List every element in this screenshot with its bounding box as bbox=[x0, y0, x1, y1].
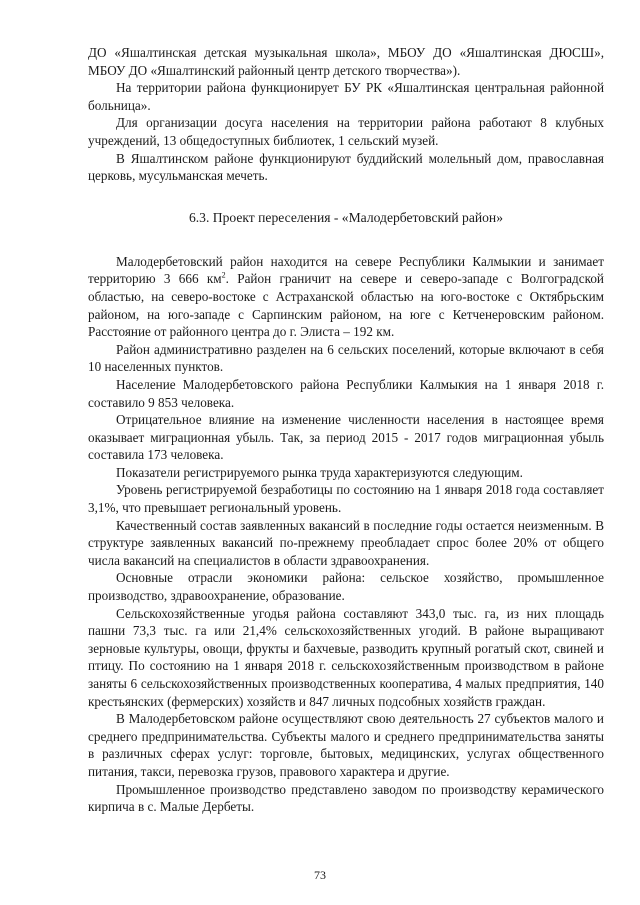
page-number: 73 bbox=[314, 868, 326, 882]
paragraph: Население Малодербетовского района Республики Калмыкия на 1 января 2018 г. составило 9 853 человека. bbox=[88, 376, 604, 410]
paragraph: В Малодербетовском районе осуществляют свою деятельность 27 субъектов малого и среднего предпринимательства. Субъекты малого и среднего предпринимательства заняты в различных сферах услуг: торговле, бытовых, медицинских, услугах общественного питания, такси, перевозка грузов, правового характера и другие. bbox=[88, 711, 604, 779]
intro-paragraph bbox=[88, 253, 604, 341]
paragraph: ДО «Яшалтинская детская музыкальная школа», МБОУ ДО «Яшалтинская ДЮСШ», МБОУ ДО «Яшалтинский районный центр детского творчества»). bbox=[88, 45, 604, 78]
paragraph: Показатели регистрируемого рынка труда характеризуются следующим. bbox=[116, 464, 523, 480]
paragraph: В Яшалтинском районе функционируют буддийский молельный дом, православная церковь, мусульманская мечеть. bbox=[88, 150, 604, 184]
section-heading: 6.3. Проект переселения - «Малодербетовский район» bbox=[188, 209, 504, 225]
paragraph: Уровень регистрируемой безработицы по состоянию на 1 января 2018 года составляет 3,1%, что превышает региональный уровень. bbox=[88, 482, 604, 516]
paragraph: Промышленное производство представлено заводом по производству керамического кирпича в с. Малые Дербеты. bbox=[88, 781, 604, 815]
intro-text-b: . Район граничит на севере и северо-западе с Волгоградской областью, на северо-востоке с Астраханской областью на юго-востоке с Октябрьским районом, на юго-западе с Сарпинским районом, на юге с Кетченеровским районом. Расстояние от районного центра до г. Элиста – 192 км. bbox=[88, 271, 604, 340]
paragraph: На территории района функционирует БУ РК «Яшалтинская центральная районной больница». bbox=[88, 80, 604, 113]
intro-text-a: Малодербетовский район находится на севере Республики Калмыкии и занимает территорию 3 666 км bbox=[88, 253, 604, 287]
paragraph: Сельскохозяйственные угодья района составляют 343,0 тыс. га, из них площадь пашни 73,3 тыс. га или 21,4% сельскохозяйственных угодий. В районе выращивают зерновые культуры, овощи, фрукты и бахчевые, разводить крупный рогатый скот, свиней и птицу. По состоянию на 1 января 2018 г. сельскохозяйственным производством в районе заняты 6 сельскохозяйственных производственных кооператива, 4 малых предприятия, 140 крестьянских (фермерских) хозяйств и 847 личных подсобных хозяйств граждан. bbox=[88, 605, 604, 709]
superscript: 2 bbox=[221, 270, 226, 280]
paragraph: Отрицательное влияние на изменение численности населения в настоящее время оказывает миграционная убыль. Так, за период 2015 - 2017 годов миграционная убыль составила 173 человека. bbox=[88, 412, 604, 463]
paragraph: Основные отрасли экономики района: сельское хозяйство, промышленное производство, здравоохранение, образование. bbox=[88, 570, 604, 604]
paragraph: Район административно разделен на 6 сельских поселений, которые включают в себя 10 населенных пунктов. bbox=[88, 341, 604, 375]
paragraph: Качественный состав заявленных вакансий в последние годы остается неизменным. В структуре заявленных вакансий по-прежнему преобладает спрос более 20% от общего числа вакансий на специалистов в области здравоохранения. bbox=[88, 517, 604, 568]
paragraph: Для организации досуга населения на территории района работают 8 клубных учреждений, 13 общедоступных библиотек, 1 сельский музей. bbox=[88, 115, 604, 148]
